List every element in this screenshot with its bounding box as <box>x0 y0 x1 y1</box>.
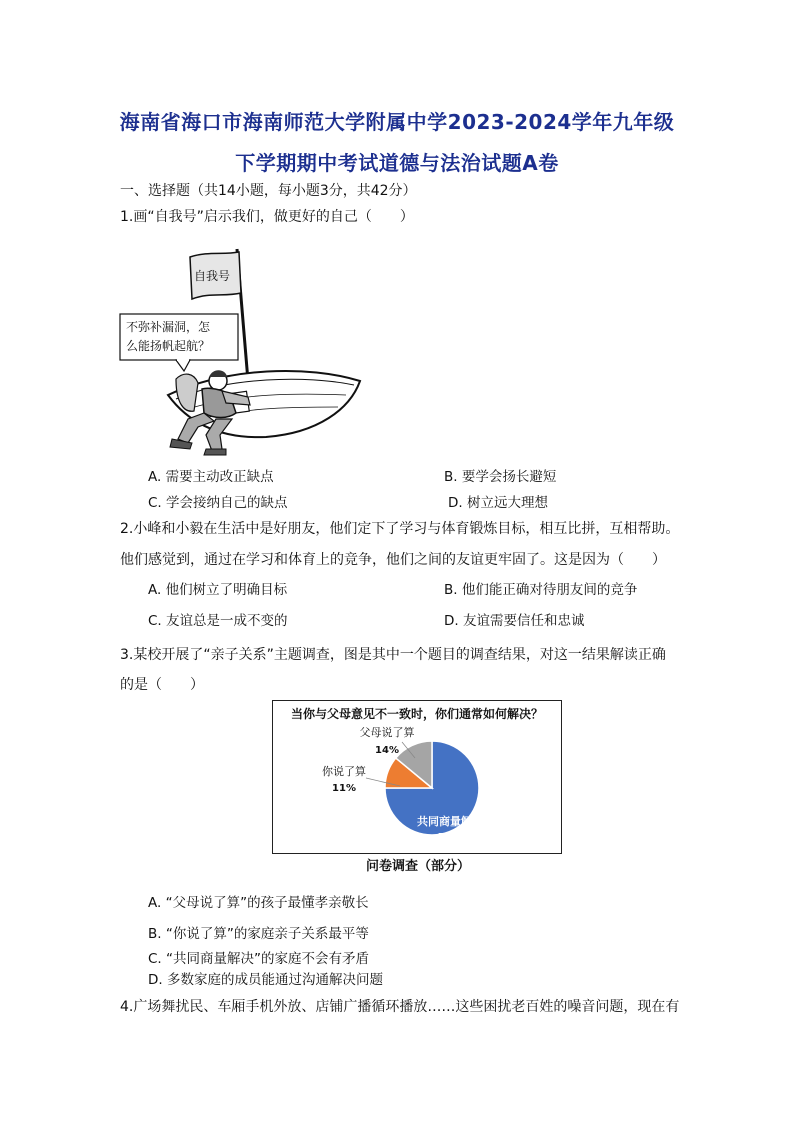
q1-option-a[interactable]: A. 需要主动改正缺点 <box>148 469 274 485</box>
q1-option-b[interactable]: B. 要学会扬长避短 <box>444 469 557 485</box>
label-parents-name: 父母说了算 <box>359 726 415 739</box>
label-together-value: 75% <box>438 832 462 843</box>
q3-option-b[interactable]: B. “你说了算”的家庭亲子关系最平等 <box>148 926 369 942</box>
q3-option-a[interactable]: A. “父母说了算”的孩子最懂孝亲敬长 <box>148 895 369 911</box>
section-heading: 一、选择题（共14小题，每小题3分，共42分） <box>120 183 417 199</box>
q2-option-b[interactable]: B. 他们能正确对待朋友间的竞争 <box>444 582 638 598</box>
flag-text: 自我号 <box>194 269 231 283</box>
q4-stem-line-1: 4.广场舞扰民、车厢手机外放、店铺广播循环播放……这些困扰老百姓的噪音问题，现在有 <box>120 999 680 1015</box>
label-you-name: 你说了算 <box>322 765 366 778</box>
q1-option-c[interactable]: C. 学会接纳自己的缺点 <box>148 495 288 511</box>
self-boat-cartoon <box>118 243 368 458</box>
q3-stem-line-2: 的是（ ） <box>120 677 204 693</box>
title-line-2: 下学期期中考试道德与法治试题A卷 <box>235 151 559 175</box>
q3-option-c[interactable]: C. “共同商量解决”的家庭不会有矛盾 <box>148 951 369 967</box>
q2-option-c[interactable]: C. 友谊总是一成不变的 <box>148 613 288 629</box>
q3-stem-line-1: 3.某校开展了“亲子关系”主题调查，图是其中一个题目的调查结果，对这一结果解读正确 <box>120 647 666 663</box>
label-you-value: 11% <box>332 783 356 794</box>
title-line-1: 海南省海口市海南师范大学附属中学2023-2024学年九年级 <box>119 110 675 134</box>
q1-stem: 1.画“自我号”启示我们，做更好的自己（ ） <box>120 209 414 225</box>
survey-pie-chart <box>272 700 562 854</box>
bubble-line-1: 不弥补漏洞，怎 <box>126 320 211 334</box>
q2-option-d[interactable]: D. 友谊需要信任和忠诚 <box>444 613 585 629</box>
bubble-line-2: 么能扬帆起航？ <box>126 339 211 353</box>
label-together-name: 共同商量解决 <box>417 815 483 828</box>
q2-stem-line-1: 2.小峰和小毅在生活中是好朋友，他们定下了学习与体育锻炼目标，相互比拼，互相帮助。 <box>120 521 680 537</box>
q2-option-a[interactable]: A. 他们树立了明确目标 <box>148 582 288 598</box>
q1-option-d[interactable]: D. 树立远大理想 <box>448 495 548 511</box>
label-parents-value: 14% <box>375 745 399 756</box>
chart-caption: 问卷调查（部分） <box>366 859 471 874</box>
q3-option-d[interactable]: D. 多数家庭的成员能通过沟通解决问题 <box>148 972 383 988</box>
chart-title: 当你与父母意见不一致时，你们通常如何解决？ <box>290 707 544 721</box>
q2-stem-line-2: 他们感觉到，通过在学习和体育上的竞争，他们之间的友谊更牢固了。这是因为（ ） <box>120 552 666 568</box>
